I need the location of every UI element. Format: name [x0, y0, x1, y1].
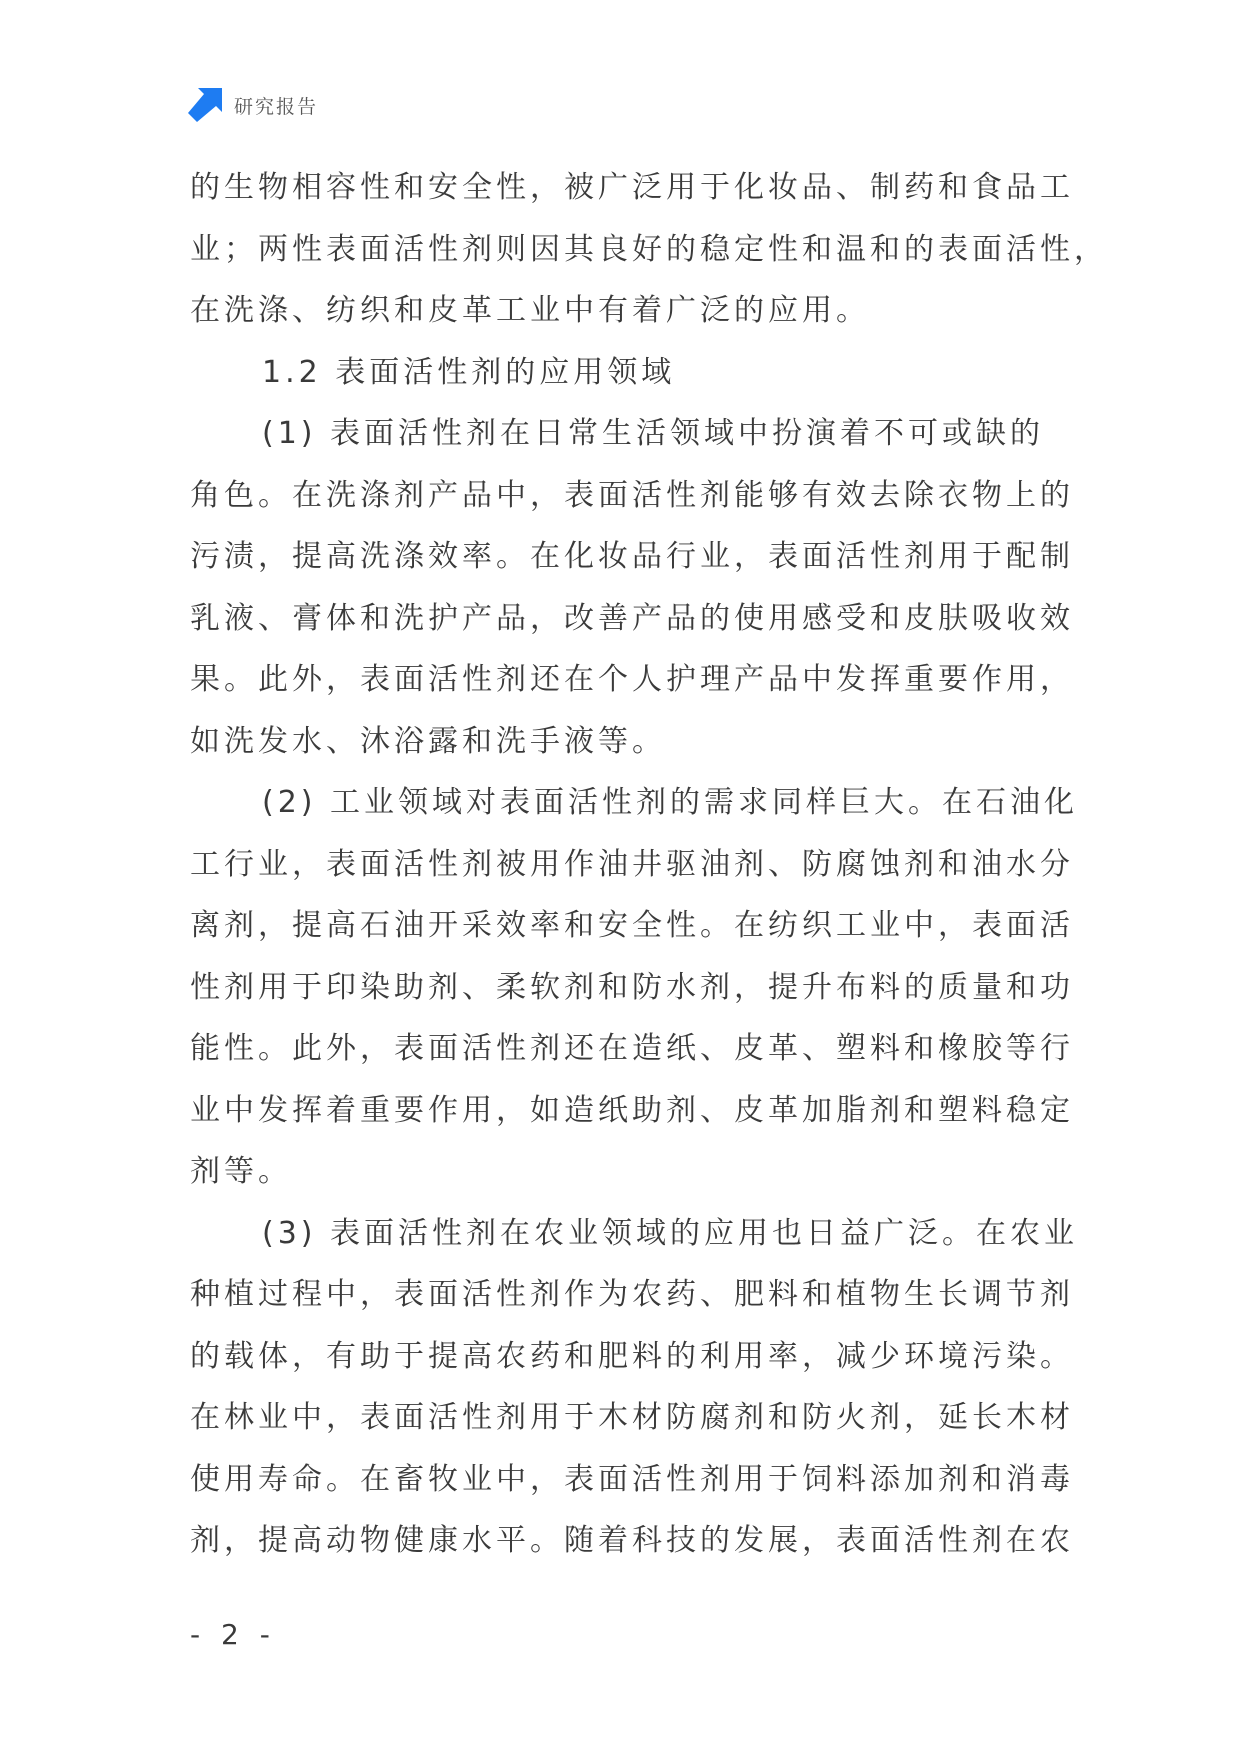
paragraph-line: 剂等。: [190, 1154, 292, 1189]
paragraph-line: 在洗涤、纺织和皮革工业中有着广泛的应用。: [190, 293, 870, 328]
paragraph-line: 能性。此外，表面活性剂还在造纸、皮革、塑料和橡胶等行: [190, 1031, 1074, 1066]
paragraph-line: (3) 表面活性剂在农业领域的应用也日益广泛。在农业: [262, 1215, 1079, 1251]
arrow-up-right-icon: [188, 88, 222, 122]
paragraph-line: 在林业中，表面活性剂用于木材防腐剂和防火剂，延长木材: [190, 1400, 1074, 1435]
section-heading: 1.2 表面活性剂的应用领域: [262, 354, 676, 390]
page-header: [188, 88, 318, 122]
page-number: - 2 -: [190, 1618, 276, 1651]
paragraph-line: 离剂，提高石油开采效率和安全性。在纺织工业中，表面活: [190, 908, 1074, 943]
paragraph-line: 剂，提高动物健康水平。随着科技的发展，表面活性剂在农: [190, 1523, 1074, 1558]
header-title: 研究报告: [234, 95, 319, 118]
paragraph-line: 性剂用于印染助剂、柔软剂和防水剂，提升布料的质量和功: [190, 969, 1074, 1005]
paragraph-line: 使用寿命。在畜牧业中，表面活性剂用于饲料添加剂和消毒: [190, 1461, 1074, 1497]
paragraph-line: 种植过程中，表面活性剂作为农药、肥料和植物生长调节剂: [190, 1277, 1074, 1312]
paragraph-line: (2) 工业领域对表面活性剂的需求同样巨大。在石油化: [262, 785, 1079, 820]
paragraph-line: 业中发挥着重要作用，如造纸助剂、皮革加脂剂和塑料稳定: [190, 1092, 1074, 1128]
paragraph-line: 工行业，表面活性剂被用作油井驱油剂、防腐蚀剂和油水分: [190, 846, 1074, 882]
paragraph-line: (1) 表面活性剂在日常生活领域中扮演着不可或缺的: [262, 416, 1045, 451]
paragraph-line: 业；两性表面活性剂则因其良好的稳定性和温和的表面活性，: [190, 231, 1108, 267]
document-body: [190, 157, 1108, 1572]
paragraph-line: 乳液、膏体和洗护产品，改善产品的使用感受和皮肤吸收效: [190, 600, 1074, 636]
paragraph-line: 的载体，有助于提高农药和肥料的利用率，减少环境污染。: [190, 1338, 1074, 1374]
paragraph-line: 角色。在洗涤剂产品中，表面活性剂能够有效去除衣物上的: [190, 477, 1074, 513]
paragraph-line: 如洗发水、沐浴露和洗手液等。: [190, 723, 666, 759]
paragraph-line: 果。此外，表面活性剂还在个人护理产品中发挥重要作用，: [190, 662, 1074, 697]
paragraph-line: 污渍，提高洗涤效率。在化妆品行业，表面活性剂用于配制: [190, 539, 1074, 574]
paragraph-line: 的生物相容性和安全性，被广泛用于化妆品、制药和食品工: [190, 170, 1074, 205]
